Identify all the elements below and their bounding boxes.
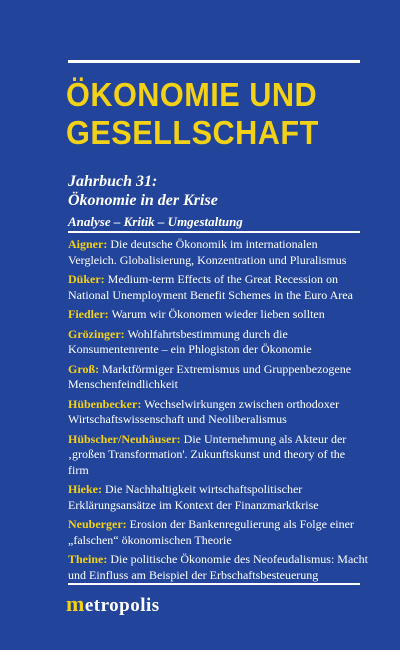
entry-author: Hübscher/Neuhäuser: bbox=[68, 431, 181, 446]
contents-entry bbox=[68, 307, 368, 323]
top-divider bbox=[68, 60, 360, 63]
entry-title: Medium-term Effects of the Great Recession on National Unemployment Benefit Schemes in the Euro Area bbox=[68, 272, 353, 302]
yearbook-tagline: Analyse – Kritik – Umgestaltung bbox=[68, 214, 243, 229]
contents-entry bbox=[68, 517, 368, 548]
entry-title: Die Unternehmung als Akteur der ‚großen Transformation'. Zukunftskunst und theory of the firm bbox=[68, 431, 347, 477]
contents-list bbox=[68, 237, 368, 587]
entry-title: Warum wir Ökonomen wieder lieben sollten bbox=[108, 307, 325, 321]
title-line-1: ÖKONOMIE UND bbox=[66, 76, 318, 113]
contents-entry bbox=[68, 552, 368, 583]
entry-title: Marktförmiger Extremismus und Gruppenbezogene Menschenfeindlichkeit bbox=[68, 361, 352, 391]
contents-entry bbox=[68, 272, 368, 303]
entry-author: Theine: bbox=[68, 552, 108, 566]
entry-author: Grözinger: bbox=[68, 326, 125, 341]
entry-title: Wechselwirkungen zwischen orthodoxer Wirtschaftswissenschaft und Neoliberalismus bbox=[68, 396, 340, 426]
entry-author: Hübenbecker: bbox=[68, 396, 142, 411]
contents-entry bbox=[68, 482, 368, 513]
entry-author: Hieke: bbox=[68, 482, 102, 496]
publisher-logo bbox=[66, 591, 160, 617]
contents-entry bbox=[68, 397, 368, 428]
subtitle-block bbox=[68, 172, 368, 232]
contents-entry bbox=[68, 362, 368, 393]
yearbook-theme: Ökonomie in der Krise bbox=[68, 192, 218, 209]
title-line-2: GESELLSCHAFT bbox=[66, 114, 319, 151]
bottom-divider bbox=[68, 583, 360, 585]
publisher-logo-text: etropolis bbox=[84, 595, 160, 616]
entry-author: Düker: bbox=[68, 272, 105, 286]
entry-author: Groß: bbox=[68, 361, 100, 376]
entry-author: Fiedler: bbox=[68, 307, 109, 321]
entry-title: Wohlfahrtsbestimmung durch die Konsumentenrente – ein Phlogiston der Ökonomie bbox=[68, 326, 312, 356]
middle-divider bbox=[68, 231, 360, 233]
contents-entry bbox=[68, 432, 368, 479]
yearbook-number: Jahrbuch 31: bbox=[68, 173, 158, 190]
entry-title: Die politische Ökonomie des Neofeudalismus: Macht und Einfluss am Beispiel der Erbschaftsbesteuerung bbox=[68, 552, 368, 582]
entry-title: Die Nachhaltigkeit wirtschaftspolitischer Erklärungsansätze im Kontext der Finanzmarktkrise bbox=[68, 482, 319, 512]
entry-title: Die deutsche Ökonomik im internationalen Vergleich. Globalisierung, Konzentration und Pluralismus bbox=[68, 237, 347, 267]
book-title bbox=[66, 76, 373, 152]
entry-author: Neuberger: bbox=[68, 517, 127, 531]
contents-entry bbox=[68, 237, 368, 268]
contents-entry bbox=[68, 327, 368, 358]
entry-title: Erosion der Bankenregulierung als Folge einer „falschen“ ökonomischen Theorie bbox=[68, 517, 354, 547]
publisher-logo-initial: m bbox=[66, 591, 85, 616]
entry-author: Aigner: bbox=[68, 237, 108, 251]
